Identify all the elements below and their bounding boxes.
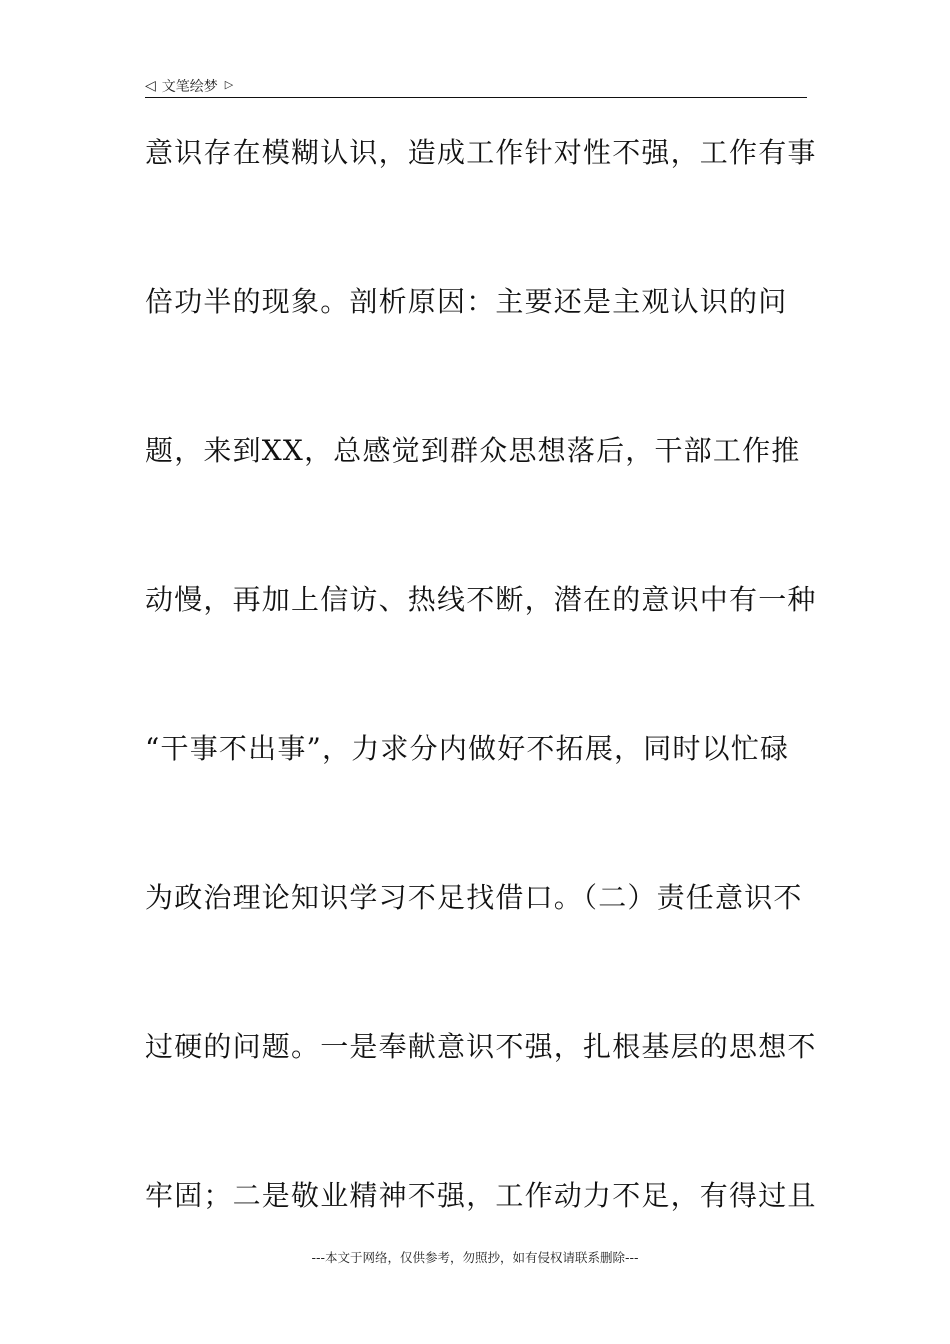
header-title: 文笔绘梦: [161, 79, 218, 95]
body-text-line-1: 意识存在模糊认识，造成工作针对性不强，工作有事: [145, 136, 817, 169]
header-divider: [145, 97, 807, 98]
body-text-line-5: “干事不出事”，力求分内做好不拓展，同时以忙碌: [145, 732, 790, 765]
body-text-line-2: 倍功半的现象。剖析原因：主要还是主观认识的问: [145, 285, 788, 318]
body-text-line-6: 为政治理论知识学习不足找借口。（二）责任意识不: [145, 881, 803, 914]
triangle-left-icon: ◁: [145, 78, 156, 94]
page-header: [145, 74, 807, 98]
body-text-line-8: 牢固；二是敬业精神不强，工作动力不足，有得过且: [145, 1179, 817, 1212]
body-text-line-3: 题，来到XX，总感觉到群众思想落后，干部工作推: [145, 434, 801, 467]
triangle-right-icon: ▷: [224, 77, 234, 91]
body-text-line-4: 动慢，再加上信访、热线不断，潜在的意识中有一种: [145, 583, 817, 616]
body-text-line-7: 过硬的问题。一是奉献意识不强，扎根基层的思想不: [145, 1030, 817, 1063]
page-footer-disclaimer: ---本文于网络，仅供参考，勿照抄，如有侵权请联系删除---: [311, 1250, 639, 1265]
